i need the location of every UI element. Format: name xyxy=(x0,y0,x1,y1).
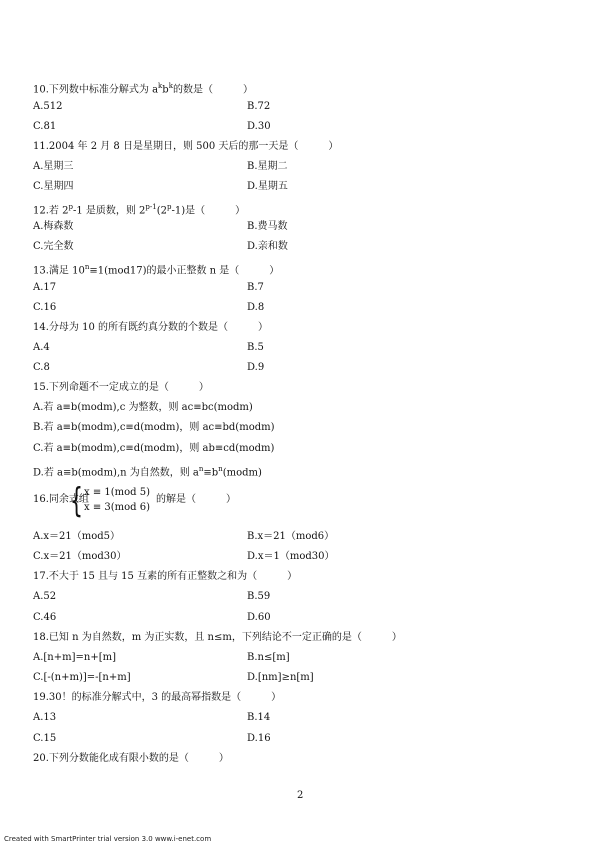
congruence-equation-1: x ≡ 1(mod 5) xyxy=(84,487,150,498)
q14-option-c: C.8 xyxy=(33,362,50,373)
q18-option-c: C.[-(n+m)]=-[n+m] xyxy=(33,672,131,683)
q11-option-a: A.星期三 xyxy=(33,161,74,172)
question-10: 10.下列数中标准分解式为 $a^kb^k$的数是（ ） xyxy=(33,82,253,96)
q19-option-d: D.16 xyxy=(247,733,271,744)
footer-watermark: Created with SmartPrinter trial version 3.0 www.i-enet.com xyxy=(4,835,212,843)
question-20: 20.下列分数能化成有限小数的是（ ） xyxy=(33,753,229,764)
q19-option-a: A.13 xyxy=(33,712,57,723)
question-14: 14.分母为 10 的所有既约真分数的个数是（ ） xyxy=(33,322,268,333)
q18-option-b: B.n≤[m] xyxy=(247,652,290,663)
congruence-equation-2: x ≡ 3(mod 6) xyxy=(84,502,150,513)
q14-option-a: A.4 xyxy=(33,342,50,353)
q17-option-d: D.60 xyxy=(247,612,271,623)
q15-option-c: C.若 a≡b(modm),c≡d(modm)，则 ab≡cd(modm) xyxy=(33,443,275,454)
q16-option-b: B.x＝21（mod6） xyxy=(247,531,335,542)
question-19: 19.30！的标准分解式中，3 的最高幂指数是（ ） xyxy=(33,692,282,703)
q12-option-c: C.完全数 xyxy=(33,241,74,252)
system-brace: { xyxy=(70,481,83,521)
q12-option-d: D.亲和数 xyxy=(247,241,288,252)
question-16-tail: 的解是（ ） xyxy=(156,494,236,505)
question-15: 15.下列命题不一定成立的是（ ） xyxy=(33,382,209,393)
q13-option-a: A.17 xyxy=(33,282,57,293)
q14-option-b: B.5 xyxy=(247,342,264,353)
q16-option-d: D.x＝1（mod30） xyxy=(247,551,335,562)
q11-option-d: D.星期五 xyxy=(247,181,288,192)
q18-option-d: D.[nm]≥n[m] xyxy=(247,672,314,683)
q15-option-b: B.若 a≡b(modm),c≡d(modm)，则 ac≡bd(modm) xyxy=(33,422,275,433)
q12-option-a: A.梅森数 xyxy=(33,221,74,232)
q18-option-a: A.[n+m]=n+[m] xyxy=(33,652,116,663)
q11-option-b: B.星期二 xyxy=(247,161,288,172)
q10-option-c: C.81 xyxy=(33,121,57,132)
q17-option-b: B.59 xyxy=(247,591,271,602)
q10-option-a: A.512 xyxy=(33,101,63,112)
question-12: 12.若 2$^p$-1 是质数，则 2$^{p-1}$(2$^p$-1)是（ ） xyxy=(33,203,246,217)
question-18: 18.已知 n 为自然数，m 为正实数，且 n≤m，下列结论不一定正确的是（ ） xyxy=(33,632,402,643)
q14-option-d: D.9 xyxy=(247,362,265,373)
q16-option-c: C.x＝21（mod30） xyxy=(33,551,127,562)
q10-option-d: D.30 xyxy=(247,121,271,132)
q13-option-d: D.8 xyxy=(247,302,265,313)
q17-option-a: A.52 xyxy=(33,591,57,602)
q11-option-c: C.星期四 xyxy=(33,181,74,192)
q17-option-c: C.46 xyxy=(33,612,57,623)
q16-option-a: A.x＝21（mod5） xyxy=(33,531,121,542)
q13-option-c: C.16 xyxy=(33,302,57,313)
question-16-label: 16.同余式组 xyxy=(33,494,89,505)
q19-option-b: B.14 xyxy=(247,712,271,723)
q15-option-d: D.若 a≡b(modm),n 为自然数，则 $a^n\equiv b^n(modm)$ xyxy=(33,465,262,479)
q12-option-b: B.费马数 xyxy=(247,221,288,232)
q10-option-b: B.72 xyxy=(247,101,271,112)
question-11: 11.2004 年 2 月 8 日是星期日，则 500 天后的那一天是（ ） xyxy=(33,141,339,152)
q19-option-c: C.15 xyxy=(33,733,57,744)
page-number: 2 xyxy=(297,790,304,801)
q15-option-a: A.若 a≡b(modm),c 为整数，则 ac≡bc(modm) xyxy=(33,402,253,413)
question-13: 13.满足 $10^n\equiv 1(mod17)$的最小正整数 n 是（ ） xyxy=(33,263,280,277)
question-17: 17.不大于 15 且与 15 互素的所有正整数之和为（ ） xyxy=(33,571,298,582)
q13-option-b: B.7 xyxy=(247,282,264,293)
